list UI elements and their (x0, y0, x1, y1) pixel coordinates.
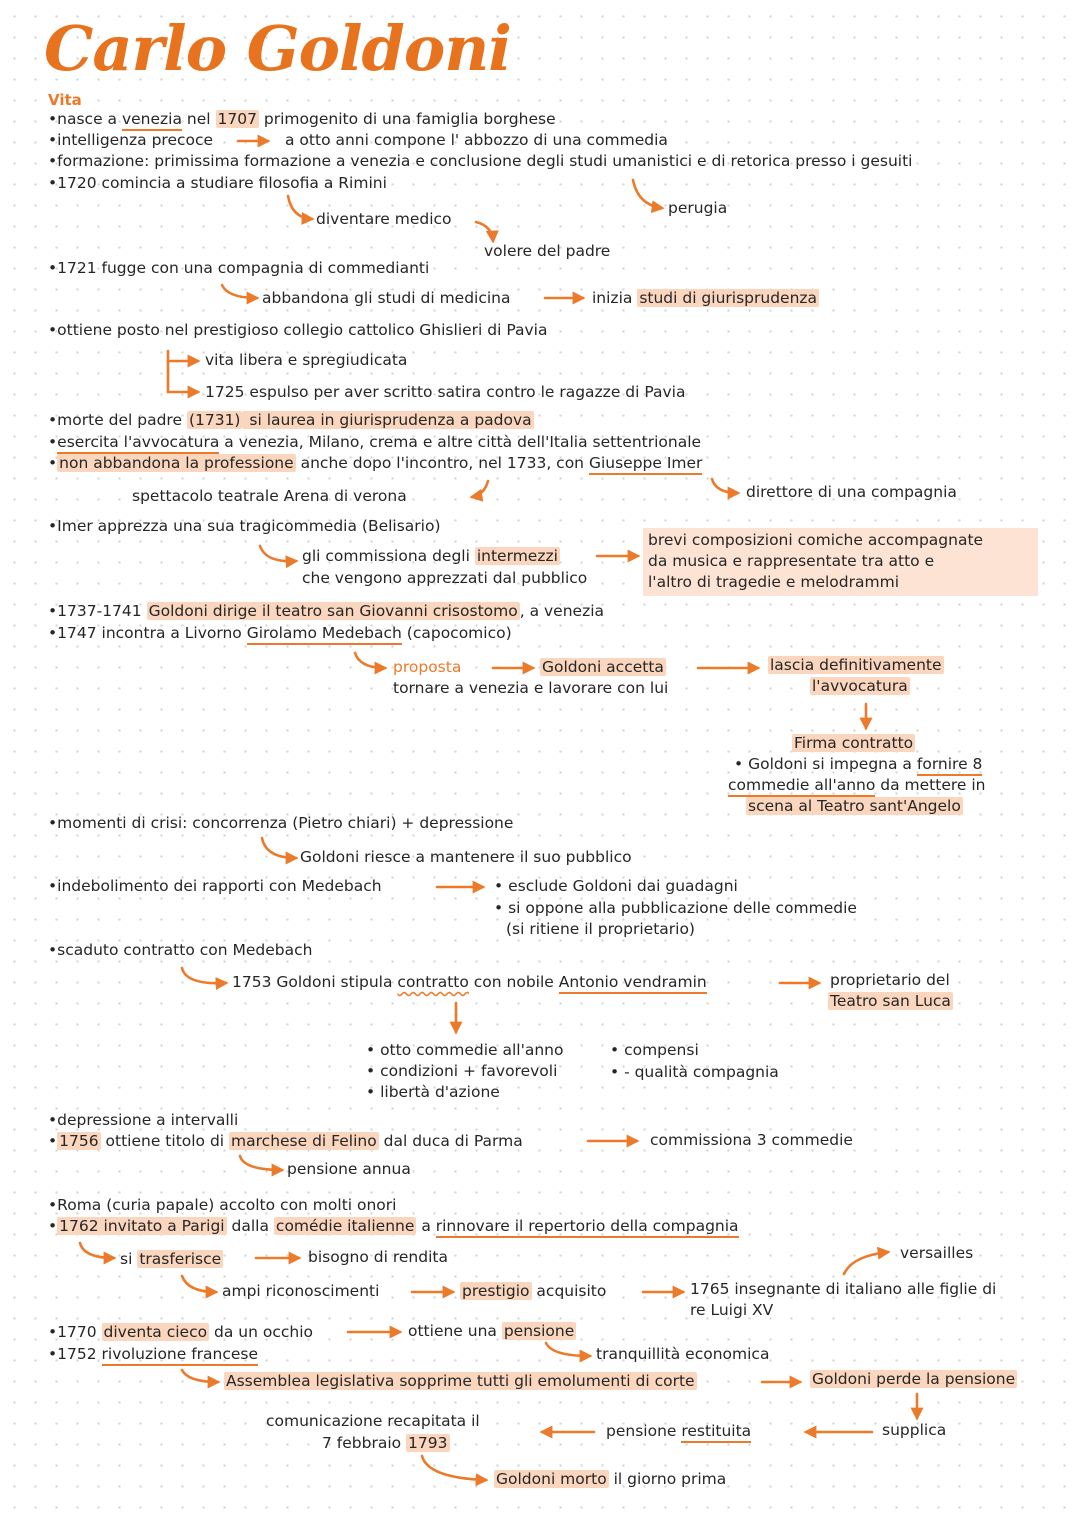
note-leaves-law-1: lascia definitivamente (770, 656, 942, 674)
bio-line-father-death: •morte del padre (1731) si laurea in giurisprudenza a padova (48, 411, 532, 429)
note-economic-calm: tranquillità economica (596, 1345, 770, 1363)
note-expelled: 1725 espulso per aver scritto satira contro le ragazze di Pavia (205, 383, 686, 401)
note-communication-2: 7 febbraio 1793 (322, 1434, 448, 1452)
bio-line-crisis: •momenti di crisi: concorrenza (Pietro chiari) + depressione (48, 814, 514, 832)
note-return-venice: tornare a venezia e lavorare con lui (393, 679, 669, 697)
bio-line-medebach-relations: •indebolimento dei rapporti con Medebach (48, 877, 382, 895)
note-contract-line-2: commedie all'anno da mettere in (728, 776, 986, 795)
note-doctor: diventare medico (316, 210, 452, 228)
bio-line-1756: • 1756 ottiene titolo di marchese di Felino dal duca di Parma (48, 1132, 523, 1150)
note-contract-signed: Firma contratto (794, 734, 914, 752)
bio-line-first-comedy: a otto anni compone l' abbozzo di una commedia (285, 131, 668, 149)
bio-line-lawyer: •esercita l'avvocatura a venezia, Milano, crema e altre città dell'Italia settentrionale (48, 433, 701, 452)
note-father-will: volere del padre (484, 242, 611, 260)
term-compensation: • compensi (610, 1041, 699, 1059)
bio-line-education: •formazione: primissima formazione a venezia e conclusione degli studi umanistici e di retorica presso i gesuiti (48, 152, 913, 170)
note-three-comedies: commissiona 3 commedie (650, 1131, 853, 1149)
note-intermezzi: gli commissiona degli intermezzi (302, 547, 558, 565)
note-versailles: versailles (900, 1244, 974, 1262)
term-eight-comedies: • otto commedie all'anno (366, 1041, 564, 1059)
bio-line-birth: •nasce a venezia nel 1707 primogenito di una famiglia borghese (48, 110, 556, 129)
bio-line-1737: •1737-1741 Goldoni dirige il teatro san Giovanni crisostomo , a venezia (48, 602, 605, 620)
note-san-luca-1: proprietario del (830, 971, 950, 989)
note-arena-verona: spettacolo teatrale Arena di verona (132, 487, 407, 505)
bio-line-rome: •Roma (curia papale) accolto con molti onori (48, 1196, 397, 1214)
page-title: Carlo Goldoni (44, 12, 511, 85)
note-abandon-medicine: abbandona gli studi di medicina (262, 289, 511, 307)
note-leaves-law-2: l'avvocatura (812, 677, 908, 695)
note-appreciated: che vengono apprezzati dal pubblico (302, 569, 588, 587)
definition-line-2: da musica e rappresentate tra atto e (648, 552, 935, 570)
bio-line-depression: •depressione a intervalli (48, 1111, 239, 1129)
note-moves: si trasferisce (120, 1250, 222, 1268)
note-law-studies: inizia studi di giurisprudenza (592, 289, 818, 307)
term-conditions: • condizioni + favorevoli (366, 1062, 558, 1080)
note-perugia: perugia (668, 199, 728, 217)
note-free-life: vita libera e spregiudicata (205, 351, 408, 369)
note-recognition: ampi riconoscimenti (222, 1282, 380, 1300)
note-san-luca-2: Teatro san Luca (830, 992, 951, 1010)
note-opposes: • si oppone alla pubblicazione delle commedie (494, 899, 857, 917)
note-teacher-2: re Luigi XV (690, 1301, 774, 1319)
term-quality: • - qualità compagnia (610, 1063, 779, 1081)
bio-line-revolution: •1752 rivoluzione francese (48, 1345, 258, 1364)
note-assembly: Assemblea legislativa sopprime tutti gli emolumenti di corte (226, 1372, 695, 1390)
term-freedom: • libertà d'azione (366, 1083, 500, 1101)
bio-line-1770: •1770 diventa cieco da un occhio (48, 1323, 313, 1341)
note-pension-returned: pensione restituita (606, 1422, 751, 1441)
note-contract-line-3: scena al Teatro sant'Angelo (748, 797, 961, 815)
note-vendramin: 1753 Goldoni stipula contratto con nobile Antonio vendramin (232, 973, 707, 992)
note-contract-line-1: • Goldoni si impegna a fornire 8 (734, 755, 982, 774)
definition-line-1: brevi composizioni comiche accompagnate (648, 531, 984, 549)
note-annual-pension: pensione annua (287, 1160, 411, 1178)
bio-line-paris: • 1762 invitato a Parigi dalla comédie italienne a rinnovare il repertorio della compagnia (48, 1217, 739, 1236)
note-excludes: • esclude Goldoni dai guadagni (494, 877, 738, 895)
bio-line-belisario: •Imer apprezza una sua tragicommedia (Belisario) (48, 517, 441, 535)
definition-line-3: l'altro di tragedie e melodrammi (648, 573, 899, 591)
bio-line-ghislieri: •ottiene posto nel prestigioso collegio cattolico Ghislieri di Pavia (48, 321, 548, 339)
bio-line-imer: • non abbandona la professione anche dopo l'incontro, nel 1733, con Giuseppe Imer (48, 454, 702, 473)
note-plea: supplica (882, 1421, 947, 1439)
bio-line-1747: •1747 incontra a Livorno Girolamo Medebach (capocomico) (48, 624, 512, 643)
note-goldoni-accepts: Goldoni accetta (542, 658, 664, 676)
note-income-need: bisogno di rendita (308, 1248, 448, 1266)
note-prestige: prestigio acquisito (462, 1282, 607, 1300)
note-company-director: direttore di una compagnia (746, 483, 957, 501)
note-communication-1: comunicazione recapitata il (266, 1412, 480, 1430)
bio-line-rimini: •1720 comincia a studiare filosofia a Rimini (48, 174, 387, 192)
bio-line-1721: •1721 fugge con una compagnia di commedianti (48, 259, 430, 277)
note-owner: (si ritiene il proprietario) (506, 920, 695, 938)
note-keeps-audience: Goldoni riesce a mantenere il suo pubblico (300, 848, 632, 866)
note-loses-pension: Goldoni perde la pensione (812, 1370, 1016, 1388)
note-teacher-1: 1765 insegnante di italiano alle figlie di (690, 1280, 997, 1298)
note-death: Goldoni morto il giorno prima (496, 1470, 727, 1488)
note-pension: ottiene una pensione (408, 1322, 575, 1340)
note-proposal: proposta (393, 658, 462, 676)
section-heading-vita: Vita (48, 91, 82, 109)
bio-line-intelligence: •intelligenza precoce (48, 131, 214, 149)
bio-line-contract-expired: •scaduto contratto con Medebach (48, 941, 313, 959)
